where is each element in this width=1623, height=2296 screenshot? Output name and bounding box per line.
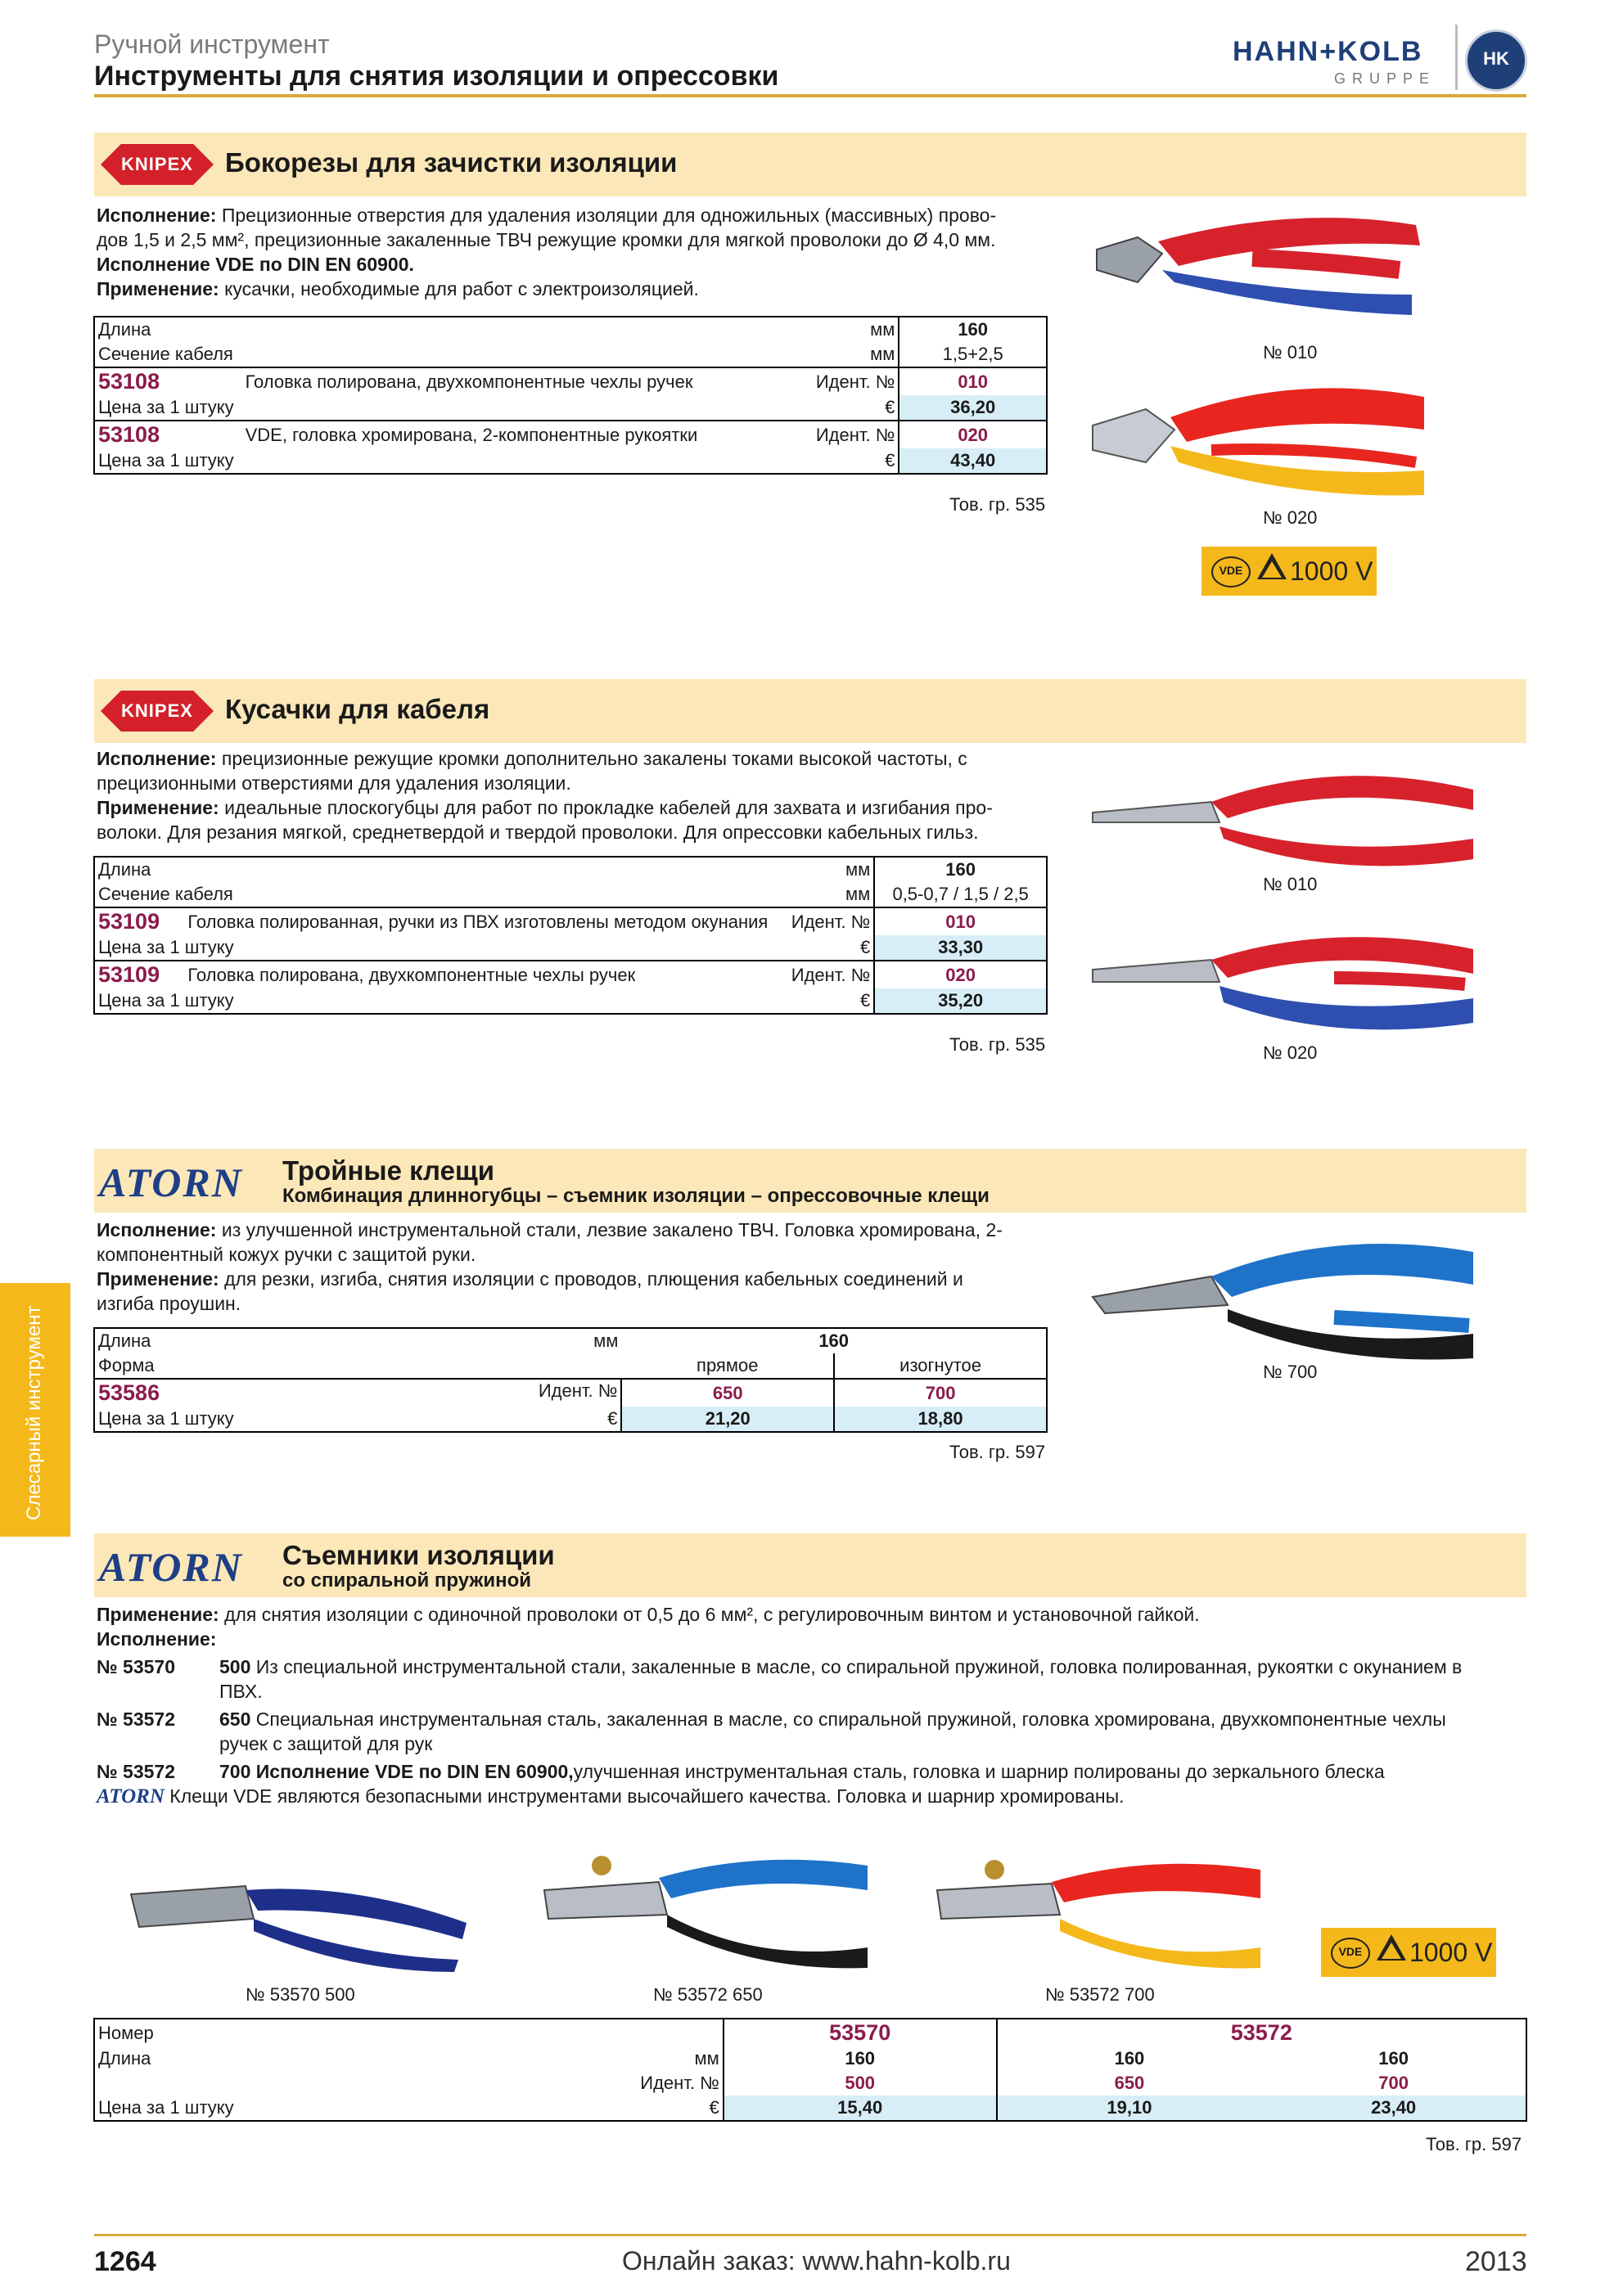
ident-number: 010 (899, 367, 1047, 395)
ident-number: 700 (1378, 2073, 1409, 2093)
side-tab-label: Слесарный инструмент (23, 1305, 45, 1520)
label: Исполнение: (97, 1219, 217, 1240)
len-row: Длина мм (98, 859, 871, 880)
online-order-link[interactable]: Онлайн заказ: www.hahn-kolb.ru (622, 2246, 1011, 2276)
image-caption: № 53572 700 (1045, 1984, 1155, 2005)
label: Исполнение: (97, 748, 217, 769)
image-caption: № 53570 500 (246, 1984, 355, 2005)
text: идеальные плоскогубцы для работ по прокладке кабелей для захвата и изгибания про- (219, 797, 993, 818)
text: Прецизионные отверстия для удаления изоляции для одножильных (массивных) прово- (216, 205, 997, 226)
row-desc: Головка полирована, двухкомпонентные чехлы ручек Идент. № (187, 964, 871, 985)
len-val: 160 (818, 1330, 850, 1351)
text: улучшенная инструментальная сталь, головка и шарнир полированы до зеркального блеска (573, 1761, 1385, 1782)
badge-text: 1000 V (1290, 556, 1373, 586)
cable-plier-image (1089, 757, 1481, 880)
knipex-logo (101, 144, 214, 185)
section-3-description (97, 1218, 1003, 1316)
len-row: Длина мм (98, 2048, 719, 2069)
section-title: Бокорезы для зачистки изоляции (225, 147, 678, 178)
spec-table-4 (93, 2018, 1527, 2122)
text: изгиба проушин. (97, 1293, 241, 1314)
label: Применение: (97, 1268, 219, 1290)
sec-row: Сечение кабеля мм (98, 884, 871, 904)
image-caption: № 010 (1263, 342, 1318, 362)
header-rule (94, 94, 1526, 97)
label: Исполнение: (97, 1628, 217, 1650)
vde-1000v-badge (1321, 1928, 1496, 1977)
brand-logo (1228, 25, 1531, 90)
section-band-4 (94, 1533, 1526, 1597)
text: дов 1,5 и 2,5 мм², прецизионные закаленные ТВЧ режущие кромки для мягкой проволоки до Ø 4,0 мм. (97, 229, 996, 250)
len-val: 160 (1378, 2048, 1409, 2069)
wire-stripper-700-image (929, 1849, 1273, 1972)
footer-rule (94, 2234, 1526, 2236)
row-desc: VDE, головка хромирована, 2-компонентные рукоятки Идент. № (245, 424, 895, 445)
section-title: Тройные клещи (282, 1155, 495, 1186)
spec-table-1 (93, 316, 1048, 475)
ident-number: 020 (899, 421, 1047, 448)
label: Применение: (97, 278, 219, 299)
section-band-2 (94, 679, 1526, 743)
len-row: Длина мм (98, 319, 895, 340)
atorn-mini-logo: ATORN (97, 1785, 165, 1808)
label: Применение: (97, 797, 219, 818)
price: 36,20 (899, 395, 1047, 421)
row-desc: Головка полированная, ручки из ПВХ изготовлены методом окунания Идент. № (187, 911, 871, 932)
vde-icon: VDE (1331, 1938, 1370, 1969)
text: ПВХ. (219, 1681, 263, 1702)
section-4-description (97, 1602, 1529, 1809)
price-row: Цена за 1 штуку € (98, 1408, 618, 1429)
section-2-description (97, 746, 993, 844)
vde-icon: VDE (1211, 556, 1251, 588)
article-number: 53109 (98, 909, 160, 934)
section-band-3 (94, 1149, 1526, 1213)
label: Исполнение VDE по DIN EN 60900. (97, 254, 414, 275)
price: 19,10 (997, 2096, 1262, 2121)
text: кусачки, необходимые для работ с электроизоляцией. (219, 278, 699, 299)
price-row: Цена за 1 штуку € (98, 450, 895, 470)
article-number: 53572 (997, 2019, 1526, 2046)
price: 43,40 (899, 448, 1047, 474)
art-row: 53586 Идент. № (98, 1380, 618, 1405)
price: 21,20 (621, 1407, 834, 1432)
item-number: № 53572 (97, 1761, 175, 1782)
item-number: № 53572 (97, 1708, 175, 1730)
text: волоки. Для резания мягкой, среднетвердой и твердой проволоки. Для опрессовки кабельных гильз. (97, 822, 979, 843)
item-code: 500 (219, 1656, 251, 1677)
form-value: прямое (697, 1355, 759, 1375)
wire-stripper-650-image (536, 1841, 880, 1972)
price: 15,40 (724, 2096, 997, 2121)
text: для резки, изгиба, снятия изоляции с проводов, плющения кабельных соединений и (219, 1268, 963, 1290)
atorn-logo: ATORN (99, 1544, 243, 1590)
product-group: Тов. гр. 535 (949, 1034, 1046, 1055)
product-group: Тов. гр. 597 (1426, 2134, 1522, 2154)
section-1-description (97, 203, 996, 301)
item-code: 700 Исполнение VDE по DIN EN 60900, (219, 1761, 574, 1782)
text: Специальная инструментальная сталь, закаленная в масле, со спиральной пружиной, головка хромирована, двухкомпонентные чехлы (250, 1708, 1446, 1730)
brand-name: HAHN+KOLB (1233, 36, 1423, 67)
spec-table-2 (93, 856, 1048, 1015)
badge-text: 1000 V (1409, 1938, 1493, 1967)
form-label: Форма (98, 1355, 155, 1375)
side-tab (0, 1283, 70, 1537)
cable-plier-image (1089, 921, 1481, 1043)
sec-row: Сечение кабеля мм (98, 344, 895, 364)
article-number: 53570 (724, 2019, 997, 2046)
article-number: 53108 (98, 369, 160, 394)
page-number: 1264 (94, 2246, 156, 2277)
spec-table-3 (93, 1327, 1048, 1433)
text: прецизионными отверстиями для удаления изоляции. (97, 772, 571, 794)
product-group: Тов. гр. 597 (949, 1442, 1046, 1462)
ident-number: 650 (621, 1379, 834, 1407)
article-number: 53109 (98, 962, 160, 987)
page-title: Инструменты для снятия изоляции и опрессовки (94, 61, 779, 92)
label: Исполнение: (97, 205, 217, 226)
ident-number: 010 (874, 907, 1047, 935)
len-row: Длина мм (98, 1330, 619, 1351)
price: 23,40 (1261, 2096, 1526, 2121)
category-label: Ручной инструмент (94, 29, 330, 59)
price: 33,30 (874, 935, 1047, 961)
text: Из специальной инструментальной стали, закаленные в масле, со спиральной пружиной, головка полированная, рукоятки с окунанием в (250, 1656, 1463, 1677)
image-caption: № 700 (1263, 1362, 1318, 1382)
section-title: Кусачки для кабеля (225, 694, 490, 724)
section-title: Съемники изоляции (282, 1540, 555, 1570)
len-val: 160 (997, 2046, 1262, 2071)
ident-number: 650 (997, 2071, 1262, 2096)
ident-label: Идент. № (640, 2073, 719, 2093)
price-row: Цена за 1 штуку € (98, 2097, 719, 2118)
len-val: 160 (899, 317, 1047, 342)
vde-1000v-badge (1201, 547, 1377, 596)
label: Применение: (97, 1604, 219, 1625)
atorn-logo: ATORN (99, 1159, 243, 1205)
text: Клещи VDE являются безопасными инструментами высочайшего качества. Головка и шарнир хромированы. (169, 1785, 1125, 1807)
image-caption: № 010 (1263, 874, 1318, 894)
item-code: 650 (219, 1708, 251, 1730)
image-caption: № 020 (1263, 507, 1318, 528)
catalog-year: 2013 (1465, 2246, 1527, 2277)
wire-stripper-500-image (123, 1866, 483, 1980)
product-group: Тов. гр. 535 (949, 494, 1046, 515)
item-number: № 53570 (97, 1656, 175, 1677)
knipex-logo-text: KNIPEX (121, 700, 193, 721)
image-caption: № 53572 650 (653, 1984, 763, 2005)
ident-number: 020 (874, 961, 1047, 988)
text: прецизионные режущие кромки дополнительно закалены токами высокой частоты, с (216, 748, 967, 769)
brand-mark: HK (1465, 29, 1527, 92)
brand-sub: GRUPPE (1334, 70, 1436, 87)
row-desc: Головка полирована, двухкомпонентные чехлы ручек Идент. № (245, 371, 895, 392)
vde-cutter-image (1089, 372, 1432, 503)
sec-val: 0,5-0,7 / 1,5 / 2,5 (874, 882, 1047, 907)
ident-number: 500 (724, 2071, 997, 2096)
brand-divider (1455, 25, 1458, 90)
text: компонентный кожух ручки с защитой руки. (97, 1244, 476, 1265)
image-caption: № 020 (1263, 1042, 1318, 1063)
text: из улучшенной инструментальной стали, лезвие закалено ТВЧ. Головка хромирована, 2- (216, 1219, 1003, 1240)
section-subtitle: со спиральной пружиной (282, 1569, 532, 1591)
len-val: 160 (874, 857, 1047, 882)
knipex-logo (101, 691, 214, 732)
article-number: 53108 (98, 422, 160, 447)
section-subtitle: Комбинация длинногубцы – съемник изоляции – опрессовочные клещи (282, 1185, 990, 1207)
text: для снятия изоляции с одиночной проволоки от 0,5 до 6 мм², с регулировочным винтом и установочной гайкой. (219, 1604, 1200, 1625)
knipex-logo-text: KNIPEX (121, 154, 193, 174)
triple-plier-image (1089, 1219, 1481, 1366)
diagonal-cutter-image (1089, 205, 1432, 327)
price: 35,20 (874, 988, 1047, 1014)
len-val: 160 (724, 2046, 997, 2071)
section-band-1 (94, 133, 1526, 196)
num-label: Номер (98, 2022, 154, 2043)
price-row: Цена за 1 штуку € (98, 937, 871, 957)
price-row: Цена за 1 штуку € (98, 397, 895, 417)
form-value: изогнутое (834, 1353, 1047, 1379)
text: ручек с защитой для рук (219, 1733, 433, 1754)
price: 18,80 (834, 1407, 1047, 1432)
ident-number: 700 (834, 1379, 1047, 1407)
price-row: Цена за 1 штуку € (98, 990, 871, 1011)
sec-val: 1,5+2,5 (899, 342, 1047, 367)
